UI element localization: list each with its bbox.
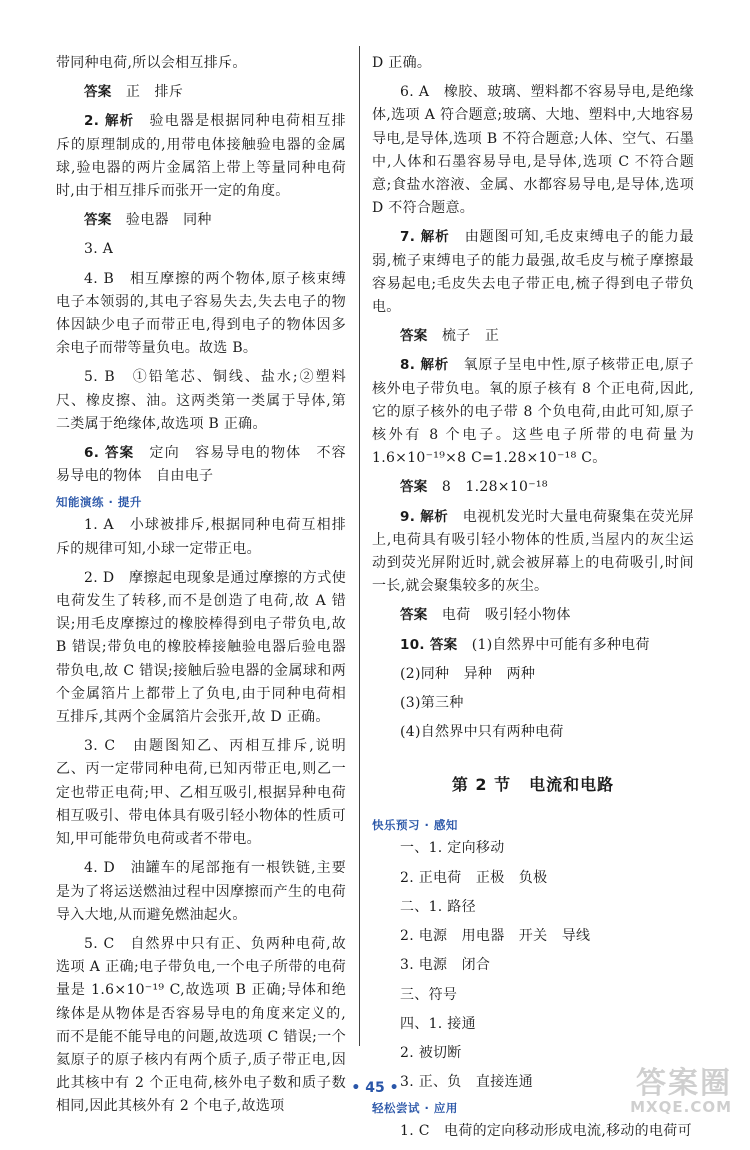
- answer-paragraph: 6. A 橡胶、玻璃、塑料都不容易导电,是绝缘体,选项 A 符合题意;玻璃、大地、塑料中,大地容易导电,是导体,选项 B 不符合题意;人体、空气、石墨中,人体和石墨容易导电,是导体,选项 C 不符合题意;食盐水溶液、金属、水都容易导电,是导体,选项 D 不符合题意。: [372, 84, 694, 217]
- answer-paragraph: D 正确。: [372, 55, 432, 71]
- answer-paragraph: 5. B ①铅笔芯、铜线、盐水;②塑料尺、橡皮擦、油。这两类第一类属于导体,第二类属于绝缘体,故选项 B 正确。: [56, 369, 346, 432]
- answer-paragraph: 2. 正电荷 正极 负极: [400, 869, 548, 886]
- answer-text: 氧原子呈电中性,原子核带正电,原子核外电子带负电。氧的原子核有 8 个正电荷,因此,它的原子核外的电子带 8 个负电荷,由此可知,原子核外有 8 个电子。这些电子所带的电荷量为 1.6×10⁻¹⁹×8 C=1.28×10⁻¹⁸ C。: [372, 357, 694, 467]
- answer-text: 电荷 吸引轻小物体: [441, 607, 571, 624]
- answer-label: 答案: [400, 328, 428, 345]
- answer-paragraph: 三、符号: [400, 986, 458, 1003]
- watermark-domain: MXQE.COM: [630, 1098, 732, 1116]
- answer-text: 8 1.28×10⁻¹⁸: [441, 479, 548, 496]
- answer-paragraph: [56, 110, 346, 203]
- answer-paragraph: [372, 226, 694, 319]
- section-heading: 轻松尝试 · 应用: [372, 1101, 458, 1116]
- answer-paragraph: [372, 476, 694, 499]
- answer-text: 由题图可知,毛皮束缚电子的能力最弱,梳子束缚电子的能力最强,故毛皮与梳子摩擦最容易起电;毛皮失去电子带正电,梳子得到电子带负电。: [372, 229, 694, 316]
- answer-label: 6. 答案: [84, 445, 135, 462]
- answer-text: 验电器 同种: [125, 212, 212, 229]
- answer-paragraph: (3)第三种: [400, 695, 464, 712]
- answer-label: 答案: [400, 607, 428, 624]
- answer-paragraph: 3. C 由题图知乙、丙相互排斥,说明乙、丙一定带同种电荷,已知丙带正电,则乙一定也带正电荷;甲、乙相互吸引,根据异种电荷相互吸引、带电体具有吸引轻小物体的性质可知,甲可能带负电荷或者不带电。: [56, 738, 346, 848]
- answer-paragraph: [372, 506, 694, 599]
- answer-text: 正 排斥: [125, 84, 184, 101]
- left-column: [56, 52, 346, 1125]
- chapter-heading: [372, 772, 694, 795]
- answer-label: 2. 解析: [84, 113, 135, 130]
- answer-paragraph: [56, 209, 346, 232]
- answer-paragraph: [56, 442, 346, 488]
- answer-paragraph: (2)同种 异种 两种: [400, 665, 536, 682]
- answer-paragraph: [372, 325, 694, 348]
- answer-paragraph: 4. B 相互摩擦的两个物体,原子核束缚电子本领弱的,其电子容易失去,失去电子的物体因缺少电子而带正电,得到电子的物体因多余电子而带等量负电。故选 B。: [56, 270, 346, 357]
- page-number: • 45 •: [351, 1080, 399, 1096]
- answer-label: 8. 解析: [400, 357, 449, 374]
- answer-paragraph: 四、1. 接通: [400, 1015, 476, 1032]
- answer-text: 梳子 正: [441, 328, 500, 345]
- watermark-logo-text: 答案圈: [636, 1066, 732, 1101]
- answer-paragraph: 4. D 油罐车的尾部拖有一根铁链,主要是为了将运送燃油过程中因摩擦而产生的电荷导入大地,从而避免燃油起火。: [56, 860, 346, 923]
- answer-paragraph: 3. 正、负 直接连通: [400, 1074, 534, 1091]
- answer-label: 7. 解析: [400, 229, 450, 246]
- answer-paragraph: [372, 634, 694, 657]
- answer-paragraph: 2. D 摩擦起电现象是通过摩擦的方式使电荷发生了转移,而不是创造了电荷,故 A 错误;用毛皮摩擦过的橡胶棒得到电子带负电,故 B 错误;带负电的橡胶棒接触验电器后验电器带负电,故 C 错误;接触后验电器的金属球和两个金属箔片上都带上了负电,由于同种电荷相互排斥,其两个金属箔片会张开,故 D 正确。: [56, 569, 346, 726]
- section-heading: 知能演练 · 提升: [56, 495, 142, 510]
- answer-paragraph: [56, 81, 346, 104]
- answer-text: 电视机发光时大量电荷聚集在荧光屏上,电荷具有吸引轻小物体的性质,当屋内的灰尘运动到荧光屏附近时,就会被屏幕上的电荷吸引,时间一长,就会聚集较多的灰尘。: [372, 508, 694, 595]
- answer-label: 10. 答案: [400, 636, 458, 653]
- answer-paragraph: 1. C 电荷的定向移动形成电流,移动的电荷可: [400, 1123, 692, 1140]
- answer-paragraph: 5. C 自然界中只有正、负两种电荷,故选项 A 正确;电子带负电,一个电子所带的电荷量是 1.6×10⁻¹⁹ C,故选项 B 正确;导体和绝缘体是从物体是否容易导电的角度来定义的,而不是能不能导电的问题,故选项 C 错误;一个氦原子的原子核内有两个质子,质子带正电,因此其核中有 2 个正电荷,核外电子数和质子数相同,因此其核外有 2 个电子,故选项: [56, 935, 346, 1115]
- answer-paragraph: 带同种电荷,所以会相互排斥。: [56, 55, 247, 71]
- section-heading: 快乐预习 · 感知: [372, 818, 458, 833]
- answer-text: 定向 容易导电的物体 不容易导电的物体 自由电子: [56, 445, 346, 485]
- chapter-title: 电流和电路: [529, 775, 615, 795]
- answer-label: 9. 解析: [400, 508, 449, 525]
- answer-text: (1)自然界中可能有多种电荷: [471, 636, 650, 653]
- answer-label: 答案: [84, 84, 112, 101]
- answer-paragraph: 3. A: [84, 241, 114, 258]
- answer-paragraph: 3. 电源 闭合: [400, 957, 491, 974]
- answer-paragraph: 2. 电源 用电器 开关 导线: [400, 928, 591, 945]
- answer-paragraph: 二、1. 路径: [400, 898, 476, 915]
- answer-text: 验电器是根据同种电荷相互排斥的原理制成的,用带电体接触验电器的金属球,验电器的两片金属箔上带上等量同种电荷时,由于相互排斥而张开一定的角度。: [56, 113, 346, 200]
- answer-paragraph: (4)自然界中只有两种电荷: [400, 724, 564, 741]
- site-watermark: [630, 1058, 732, 1116]
- chapter-number: 第 2 节: [451, 775, 512, 795]
- answer-paragraph: [372, 354, 694, 470]
- right-column: [372, 52, 694, 1150]
- answer-paragraph: 2. 被切断: [400, 1044, 462, 1061]
- answer-paragraph: 1. A 小球被排斥,根据同种电荷互相排斥的规律可知,小球一定带正电。: [56, 517, 346, 557]
- answer-label: 答案: [84, 212, 112, 229]
- answer-paragraph: [372, 604, 694, 627]
- column-divider: [359, 46, 360, 1046]
- answer-label: 答案: [400, 479, 428, 496]
- answer-paragraph: 一、1. 定向移动: [400, 840, 505, 857]
